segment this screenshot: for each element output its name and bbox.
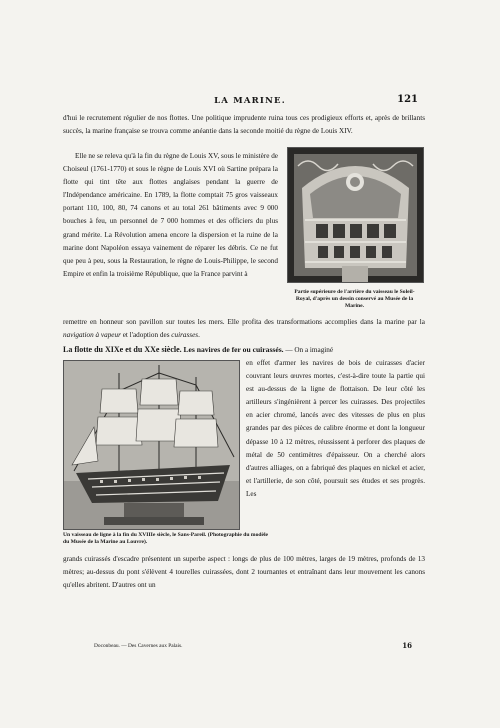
stern-engraving-image — [288, 148, 423, 282]
signature-mark: 16 — [402, 641, 412, 650]
paragraph-3-text-c: . — [198, 331, 200, 340]
paragraph-1: d'hui le recrutement régulier de nos flottes. Une politique imprudente ruina tous ces prodigieux efforts et, après de brillants succès, la marine française se trouva comme anéantie dans la seconde moitié du règne de Louis XIV. — [63, 114, 425, 136]
paragraph-3-emphasis-steam: navigation à vapeur — [63, 331, 121, 340]
figure-soleil-royal-stern — [287, 147, 424, 283]
page-footer — [94, 641, 424, 651]
paragraph-3-text-b: et l'adoption des — [120, 331, 172, 340]
section-lead-text: — On a imaginé — [283, 346, 334, 354]
paragraph-3 — [63, 316, 425, 342]
section-heading-line — [63, 343, 425, 357]
figure-2-caption: Un vaisseau de ligne à la fin du XVIIIe siècle, le Sans-Pareil. (Photographie du modèle du Musée de la Marine au Louvre). — [63, 532, 269, 545]
paragraph-3-text-a: remettre en honneur son pavillon sur toutes les mers. Elle profita des transformations accomplies dans la marine par la — [63, 318, 425, 326]
running-title: LA MARINE. — [214, 96, 286, 106]
paragraph-5: grands cuirassés d'escadre présentent un superbe aspect : longs de plus de 100 mètres, larges de 19 mètres, profonds de 13 mètres; au-dessus du pont s'élèvent 4 tourelles cuirassées, dont 2 tournantes et entraînant dans leur mouvement les canons qu'elles abritent. D'autres ont un — [63, 555, 425, 590]
footer-citation: Doconbeau. — Des Cavernes aux Palais. — [94, 643, 183, 649]
paragraph-2: Elle ne se releva qu'à la fin du règne de Louis XV, sous le ministère de Choiseul (1761-1770) et sous le règne de Louis XVI où Sartine prépara la flotte qui tint tête aux flottes anglaises pendant la guerre de l'Indépendance américaine. En 1789, la flotte comptait 75 gros vaisseaux portant 110, 100, 80, 74 canons et au total 261 bâtiments avec 9 000 bouches à feu, un personnel de 7 000 hommes et des officiers du plus grand mérite. La Révolution amena encore la dispersion et la ruine de la marine dont Napoléon essaya vainement de réparer les débris. Ce ne fut que peu à peu, sous la Restauration, le règne de Louis-Philippe, le second Empire et enfin la troisième République, que la France parvint à — [63, 152, 278, 278]
ship-photograph-image — [64, 361, 239, 529]
paragraph-3-emphasis-armor: cuirasses — [171, 331, 199, 340]
section-title: La flotte du XIXe et du XXe siècle. — [63, 345, 182, 354]
paragraph-4: en effet d'armer les navires de bois de cuirasses d'acier couvrant leurs œuvres mortes, c'est-à-dire toute la partie qui est au-dessus de la ligne de flottaison. De leur côté les artilleurs s'ingénièrent à percer les cuirasses. Des projectiles en acier chromé, lancés avec des vitesses de plus en plus grandes par des pièces de calibre énorme et dont la longueur dépasse 10 à 12 mètres, réussissent à perforer des plaques de métal de 50 centimètres d'épaisseur. On a cherché alors d'autres alliages, on a fabriqué des plaques en nickel et acier, et l'artillerie, de son côté, poursuit ses études et ses progrès. Les — [246, 359, 425, 498]
figure-1-caption: Partie supérieure de l'arrière du vaisseau le Soleil-Royal, d'après un dessin conservé au Musée de la Marine. — [294, 289, 415, 309]
page-number: 121 — [397, 94, 418, 105]
figure-sans-pareil-ship — [63, 360, 240, 530]
section-subtitle: Les navires de fer ou cuirassés. — [183, 345, 284, 354]
running-header — [0, 94, 500, 110]
